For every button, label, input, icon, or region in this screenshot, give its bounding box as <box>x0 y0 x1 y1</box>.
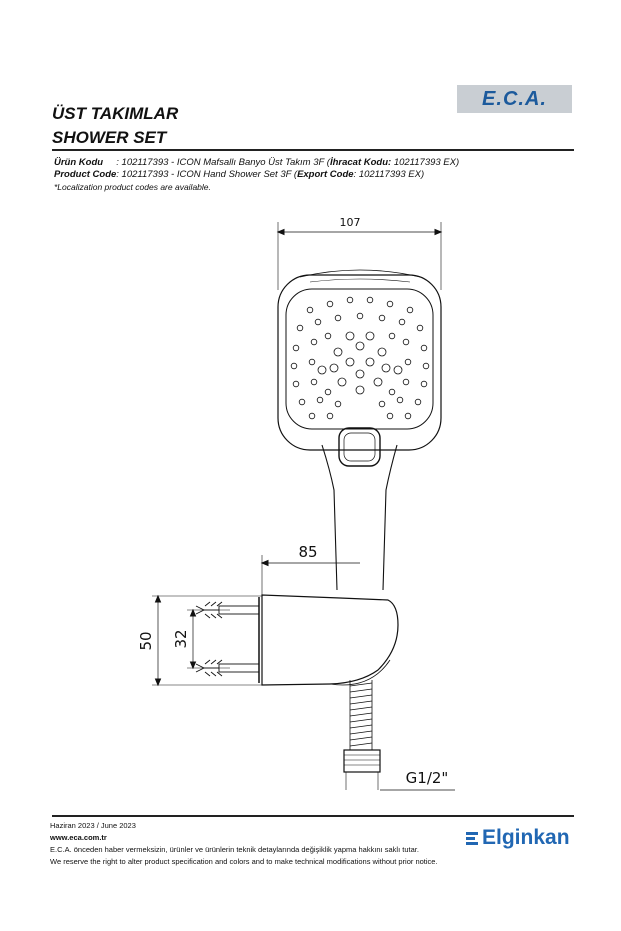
elginkan-brand-name: Elginkan <box>482 826 570 849</box>
code-label-tr: Ürün Kodu <box>54 157 104 168</box>
footer-website[interactable]: www.eca.com.tr <box>50 833 107 842</box>
title-english: SHOWER SET <box>52 128 167 147</box>
export-value-tr: 102117393 EX) <box>391 157 460 168</box>
dim-depth-85: 85 <box>298 543 318 561</box>
export-label-tr: İhracat Kodu: <box>329 157 392 168</box>
title-turkish: ÜST TAKIMLAR <box>52 104 179 123</box>
dim-height-50: 50 <box>137 631 155 651</box>
eca-logo-text: E.C.A. <box>482 87 547 110</box>
dim-screw-32: 32 <box>172 629 190 649</box>
code-value-tr: : 102117393 - ICON Mafsallı Banyo Üst Takım 3F ( <box>116 157 330 168</box>
export-value-en: : 102117393 EX) <box>353 169 425 180</box>
code-value-en: : 102117393 - ICON Hand Shower Set 3F ( <box>116 169 298 180</box>
footer-divider <box>52 815 574 817</box>
export-label-en: Export Code <box>297 169 354 180</box>
footer-disclaimer-en: We reserve the right to alter product specification and colors and to make technical modifications without prior notice. <box>50 857 438 866</box>
dim-width-107: 107 <box>339 216 361 229</box>
dim-thread-g12: G1/2" <box>405 769 449 787</box>
footer-date: Haziran 2023 / June 2023 <box>50 821 136 830</box>
elginkan-mark-icon <box>466 832 478 845</box>
elginkan-logo <box>466 826 570 850</box>
footer-disclaimer-tr: E.C.A. önceden haber vermeksizin, ürünler ve ürünlerin teknik detaylarında değişiklik yapma hakkını saklı tutar. <box>50 845 419 854</box>
localization-note: *Localization product codes are available. <box>54 182 211 192</box>
code-label-en: Product Code <box>54 169 117 180</box>
